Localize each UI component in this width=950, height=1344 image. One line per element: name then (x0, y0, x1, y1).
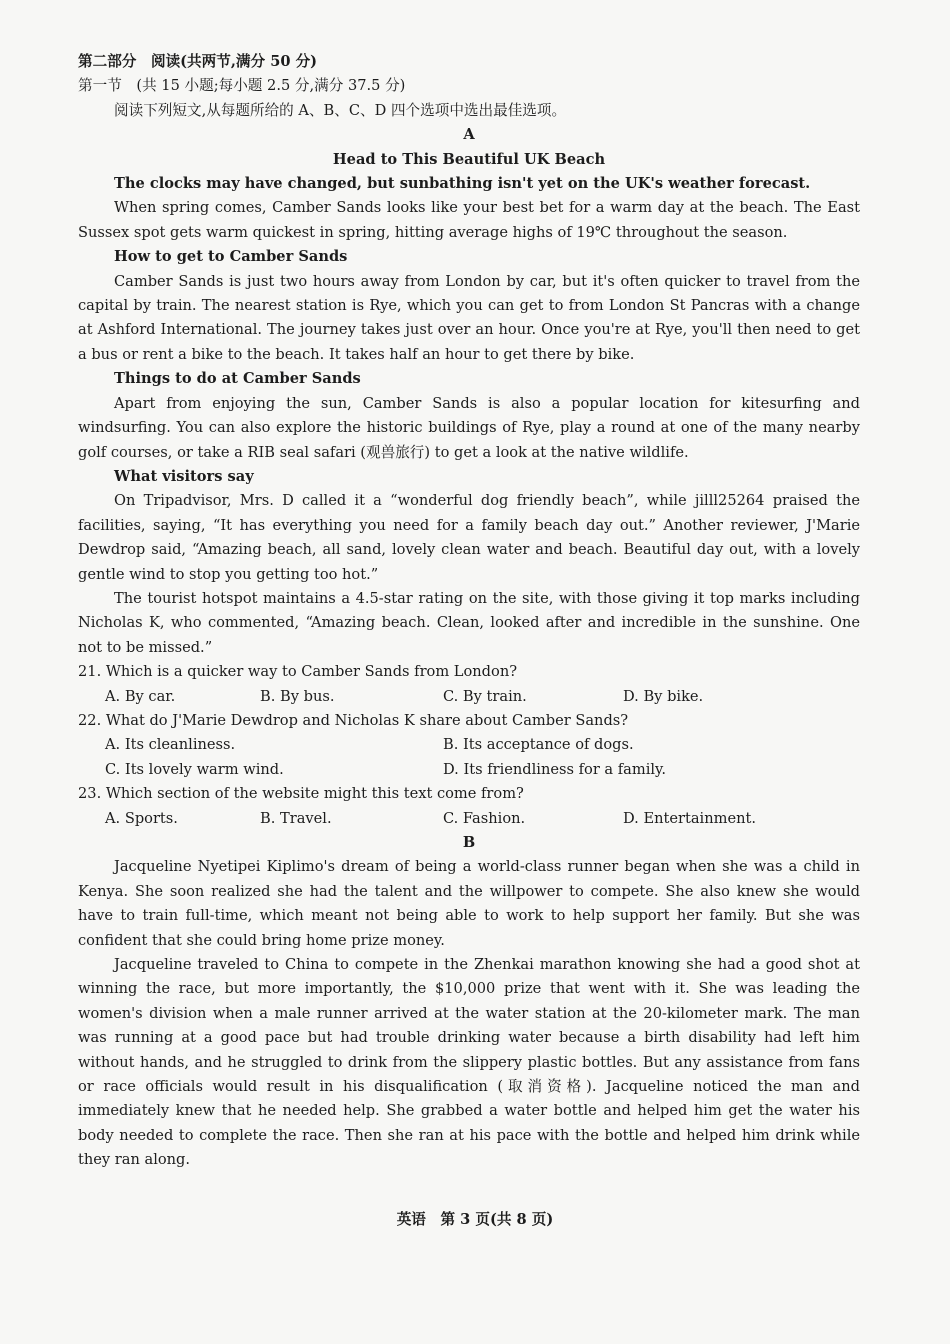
section-heading-things-to-do: Things to do at Camber Sands (114, 370, 361, 388)
question-23-options (78, 807, 860, 831)
section-heading: 第一节 (共 15 小题;每小题 2.5 分,满分 37.5 分) (78, 77, 406, 95)
option-b: B. By bus. (260, 687, 335, 705)
section-heading-visitors-say: What visitors say (114, 467, 254, 485)
question-21-options (78, 685, 860, 709)
instruction: 阅读下列短文,从每题所给的 A、B、C、D 四个选项中选出最佳选项。 (114, 101, 567, 119)
passage-a-paragraph: When spring comes, Camber Sands looks like your best bet for a warm day at the beach. The East Sussex spot gets warm quickest in spring, hitting average highs of 19℃ throughout the season. (78, 199, 860, 241)
option-d: D. Its friendliness for a family. (443, 760, 666, 778)
option-a: A. By car. (105, 687, 176, 705)
question-22-options (78, 733, 860, 782)
option-c: C. By train. (443, 687, 527, 705)
passage-a-subtitle: The clocks may have changed, but sunbathing isn't yet on the UK's weather forecast. (114, 175, 811, 193)
question-23-stem: 23. Which section of the website might this text come from? (78, 785, 524, 803)
option-a: A. Sports. (105, 809, 178, 827)
question-21-stem: 21. Which is a quicker way to Camber Sands from London? (78, 663, 518, 681)
passage-a-paragraph: Camber Sands is just two hours away from London by car, but it's often quicker to travel from the capital by train. The nearest station is Rye, which you can get to from London St Pancras with a change at Ashford International. The journey takes just over an hour. Once you're at Rye, you'll then need to get a bus or rent a bike to the beach. It takes half an hour to get there by bike. (78, 272, 860, 363)
passage-b-paragraph: Jacqueline traveled to China to compete in the Zhenkai marathon knowing she had a good shot at winning the race, but more importantly, the $10,000 prize that went with it. She was leading the women's division when a male runner arrived at the water station at the 20-kilometer mark. The man was running at a good pace but had trouble drinking water because a birth disability had left him without hands, and he struggled to drink from the slippery plastic bottles. But any assistance from fans or race officials would result in his disqualification (取消资格). Jacqueline noticed the man and immediately knew that he needed help. She grabbed a water bottle and helped him get the water his body needed to complete the race. Then she ran at his pace with the bottle and helped him drink while they ran along. (78, 956, 860, 1169)
passage-b-letter: B (462, 834, 476, 851)
passage-a-paragraph: On Tripadvisor, Mrs. D called it a “wonderful dog friendly beach”, while jilll25264 praised the facilities, saying, “It has everything you need for a family beach day out.” Another reviewer, J'Marie Dewdrop said, “Amazing beach, all sand, lovely clean water and beach. Beautiful day out, with a lovely gentle wind to stop you getting too hot.” (78, 492, 860, 583)
option-a: A. Its cleanliness. (105, 736, 236, 754)
page-footer: 英语 第 3 页(共 8 页) (396, 1211, 554, 1228)
option-c: C. Its lovely warm wind. (105, 760, 284, 778)
option-b: B. Its acceptance of dogs. (443, 736, 634, 754)
option-b: B. Travel. (260, 809, 332, 827)
option-c: C. Fashion. (443, 809, 526, 827)
part-heading: 第二部分 阅读(共两节,满分 50 分) (78, 53, 318, 70)
passage-a-letter: A (463, 126, 475, 144)
option-d: D. Entertainment. (623, 809, 756, 827)
question-22-stem: 22. What do J'Marie Dewdrop and Nicholas K share about Camber Sands? (78, 711, 629, 729)
passage-a-title: Head to This Beautiful UK Beach (332, 150, 606, 168)
passage-b-paragraph: Jacqueline Nyetipei Kiplimo's dream of being a world-class runner began when she was a child in Kenya. She soon realized she had the talent and the willpower to compete. She also knew she would have to train full-time, which meant not being able to work to help support her family. But she was confident that she could bring home prize money. (78, 858, 860, 949)
passage-a-paragraph: Apart from enjoying the sun, Camber Sands is also a popular location for kitesurfing and windsurfing. You can also explore the historic buildings of Rye, play a round at one of the many nearby golf courses, or take a RIB seal safari (观兽旅行) to get a look at the native wildlife. (78, 394, 860, 461)
section-heading-how-to-get: How to get to Camber Sands (114, 248, 348, 266)
option-d: D. By bike. (623, 687, 704, 705)
passage-a-paragraph: The tourist hotspot maintains a 4.5-star rating on the site, with those giving it top marks including Nicholas K, who commented, “Amazing beach. Clean, looked after and incredible in the sunshine. One not to be missed.” (78, 589, 860, 656)
